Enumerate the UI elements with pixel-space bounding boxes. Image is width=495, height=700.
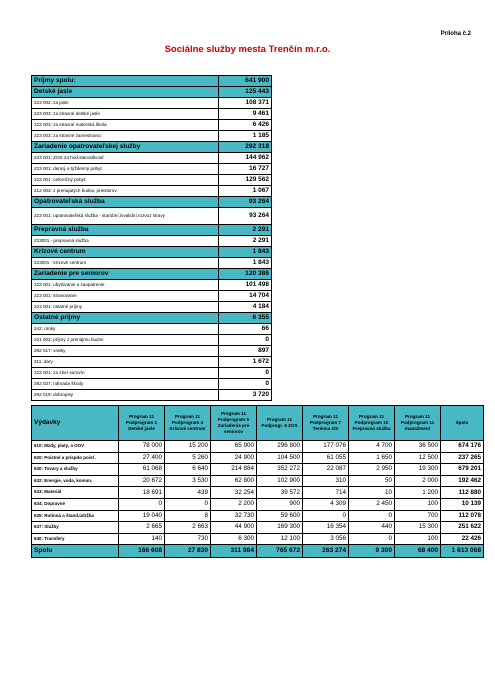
table-cell: 1 650 (349, 452, 395, 464)
total-cell: 166 608 (119, 545, 165, 558)
table-cell: 2 665 (119, 522, 165, 534)
income-section-row (32, 142, 272, 153)
income-item-row (32, 186, 272, 197)
table-cell: 0 (349, 533, 395, 545)
table-cell: 0 (349, 510, 395, 522)
income-value: 1 843 (219, 258, 272, 269)
table-cell: 15 300 (395, 522, 441, 534)
income-value: 93 264 (219, 197, 272, 208)
table-cell: 1 200 (395, 487, 441, 499)
table-cell: 296 800 (257, 441, 303, 453)
income-label: Opatrovateľská služba (32, 197, 219, 208)
income-value: 0 (219, 379, 272, 390)
row-label: 630: Tovary a služby (32, 464, 119, 476)
table-cell: 12 500 (395, 452, 441, 464)
income-value: 4 184 (219, 302, 272, 313)
table-cell: 18 691 (119, 487, 165, 499)
row-label: 632: Energie, voda, komun. (32, 475, 119, 487)
income-label: 223 001: ostatné príjmy (32, 302, 219, 313)
table-cell: 50 (349, 475, 395, 487)
income-value: 129 562 (219, 175, 272, 186)
income-value: 14 704 (219, 291, 272, 302)
column-header: Program 11 Podprogram 10 Prepravná služba (349, 406, 395, 441)
annex-label: Príloha č.2 (440, 31, 471, 37)
income-section-row (32, 269, 272, 280)
table-cell: 251 622 (441, 522, 484, 534)
table-cell: 10 (349, 487, 395, 499)
row-label: 635: Rutinná a štand.údržba (32, 510, 119, 522)
income-item-row (32, 258, 272, 269)
income-value: 2 291 (219, 225, 272, 236)
table-cell: 140 (119, 533, 165, 545)
table-cell: 3 530 (165, 475, 211, 487)
column-header: Program 11 Podprogram 1 Detské jasle (119, 406, 165, 441)
total-cell: 765 672 (257, 545, 303, 558)
total-cell: 1 613 068 (441, 545, 484, 558)
expenditure-table (31, 405, 484, 558)
table-cell: 27 400 (119, 452, 165, 464)
table-cell: 237 265 (441, 452, 484, 464)
table-row (32, 464, 484, 476)
income-value: 1 843 (219, 247, 272, 258)
table-cell: 10 139 (441, 498, 484, 510)
total-cell: 9 300 (349, 545, 395, 558)
table-cell: 192 462 (441, 475, 484, 487)
table-cell: 62 800 (211, 475, 257, 487)
table-cell: 730 (165, 533, 211, 545)
table-cell: 2 450 (349, 498, 395, 510)
income-value: 6 426 (219, 120, 272, 131)
income-item-row (32, 368, 272, 379)
table-cell: 5 260 (165, 452, 211, 464)
income-value: 2 291 (219, 236, 272, 247)
row-label: 633: Materiál (32, 487, 119, 499)
income-label: Zariadenie pre seniorov (32, 269, 219, 280)
table-cell: 440 (349, 522, 395, 534)
table-cell: 100 (395, 533, 441, 545)
income-item-row (32, 175, 272, 186)
income-value: 1 672 (219, 357, 272, 368)
income-label: 223001 - krízové centrum (32, 258, 219, 269)
income-item-row (32, 324, 272, 335)
table-cell: 15 200 (165, 441, 211, 453)
table-cell: 32 730 (211, 510, 257, 522)
income-value: 120 386 (219, 269, 272, 280)
table-cell: 78 000 (119, 441, 165, 453)
income-item-row (32, 164, 272, 175)
table-cell: 700 (395, 510, 441, 522)
total-label: Spolu (32, 545, 119, 558)
income-item-row (32, 98, 272, 109)
income-label: 242: úroky (32, 324, 219, 335)
income-section-row (32, 247, 272, 258)
table-cell: 65 900 (211, 441, 257, 453)
column-header: Výdavky (32, 406, 119, 441)
income-item-row (32, 335, 272, 346)
total-cell: 68 400 (395, 545, 441, 558)
income-value: 897 (219, 346, 272, 357)
income-label: 221 003: príjmy z prenájmu budov (32, 335, 219, 346)
table-cell: 32 254 (211, 487, 257, 499)
income-label: 223 002: za jasle (32, 98, 219, 109)
income-label: Krízové centrum (32, 247, 219, 258)
income-item-row (32, 120, 272, 131)
income-label: 223 003: za stravné zamestnanci (32, 131, 219, 142)
income-label: 212 003: z prenajatých budov, priestorov (32, 186, 219, 197)
table-cell: 19 300 (395, 464, 441, 476)
table-cell: 4 309 (303, 498, 349, 510)
table-row (32, 475, 484, 487)
table-row (32, 487, 484, 499)
income-label: 223 001: opatrovateľská služba - starobní,invalidní,rozvoz stravy (32, 208, 219, 225)
income-value: 1 185 (219, 131, 272, 142)
table-cell: 674 176 (441, 441, 484, 453)
row-label: 637: Služby (32, 522, 119, 534)
income-value: 0 (219, 368, 272, 379)
table-cell: 0 (303, 510, 349, 522)
table-row (32, 510, 484, 522)
income-label: 223001 - prepravná služba (32, 236, 219, 247)
table-cell: 12 100 (257, 533, 303, 545)
income-item-row (32, 302, 272, 313)
income-label: 223 001: ubytovanie a zaopatrenie (32, 280, 219, 291)
income-item-row (32, 390, 272, 401)
table-cell: 8 (165, 510, 211, 522)
total-row (32, 545, 484, 558)
column-header: Program 11 Podprogram 4 Krízové centrum (165, 406, 211, 441)
income-label: Ostatné príjmy (32, 313, 219, 324)
income-label: 223 003: za stravné materská škola (32, 120, 219, 131)
income-item-row (32, 379, 272, 390)
income-value: 3 720 (219, 390, 272, 401)
table-cell: 177 076 (303, 441, 349, 453)
table-cell: 2 200 (211, 498, 257, 510)
income-label: Príjmy spolu: (32, 76, 219, 87)
income-value: 16 727 (219, 164, 272, 175)
table-cell: 214 884 (211, 464, 257, 476)
income-label: 292 027: náhrada škody (32, 379, 219, 390)
table-cell: 19 040 (119, 510, 165, 522)
row-label: 620: Poistné a príspdo poisť. (32, 452, 119, 464)
table-cell: 20 672 (119, 475, 165, 487)
income-item-row (32, 357, 272, 368)
income-value: 9 461 (219, 109, 272, 120)
table-cell: 22 087 (303, 464, 349, 476)
income-label: Prepravná služba (32, 225, 219, 236)
table-cell: 102 900 (257, 475, 303, 487)
income-value: 93 264 (219, 208, 272, 225)
total-cell: 311 984 (211, 545, 257, 558)
table-cell: 310 (303, 475, 349, 487)
table-row (32, 452, 484, 464)
income-value: 0 (219, 335, 272, 346)
income-label: 292 019: dobropisy (32, 390, 219, 401)
income-value: 641 900 (219, 76, 272, 87)
row-label: 640: Transfery (32, 533, 119, 545)
table-cell: 4 700 (349, 441, 395, 453)
income-value: 108 371 (219, 98, 272, 109)
column-header: Program 11 Podprogram 7 Terénna OS (303, 406, 349, 441)
income-section-row (32, 197, 272, 208)
table-cell: 714 (303, 487, 349, 499)
table-cell: 679 201 (441, 464, 484, 476)
page-title: Sociálne služby mesta Trenčín m.r.o. (164, 44, 331, 55)
table-cell: 439 (165, 487, 211, 499)
row-label: 610: Mzdy, platy, a OOV (32, 441, 119, 453)
table-cell: 44 900 (211, 522, 257, 534)
total-cell: 27 830 (165, 545, 211, 558)
table-cell: 100 (395, 498, 441, 510)
income-table (31, 75, 272, 401)
income-label: 311: dary (32, 357, 219, 368)
income-label: Detské jasle (32, 87, 219, 98)
table-cell: 900 (257, 498, 303, 510)
table-cell: 352 272 (257, 464, 303, 476)
income-label: 223 001: za zber surovín (32, 368, 219, 379)
table-cell: 36 500 (395, 441, 441, 453)
income-label: 292 017: vratky (32, 346, 219, 357)
column-header: Program 11 Podprogr. 6 ZOS (257, 406, 303, 441)
table-cell: 61 068 (119, 464, 165, 476)
income-item-row (32, 153, 272, 164)
table-cell: 0 (119, 498, 165, 510)
table-cell: 22 426 (441, 533, 484, 545)
income-section-row (32, 225, 272, 236)
income-value: 292 318 (219, 142, 272, 153)
table-row (32, 498, 484, 510)
column-header: Program 11 Podprogram 5 Zariadenie pre seniorov (211, 406, 257, 441)
income-section-row (32, 313, 272, 324)
income-item-row (32, 291, 272, 302)
income-item-row (32, 131, 272, 142)
income-item-row (32, 280, 272, 291)
table-cell: 3 056 (303, 533, 349, 545)
table-cell: 169 300 (257, 522, 303, 534)
table-cell: 112 880 (441, 487, 484, 499)
table-cell: 6 640 (165, 464, 211, 476)
income-item-row (32, 109, 272, 120)
table-cell: 2 950 (349, 464, 395, 476)
income-value: 66 (219, 324, 272, 335)
income-label: 223 001: celoročný pobyt (32, 175, 219, 186)
income-label: 223 001: stravovanie (32, 291, 219, 302)
table-cell: 6 300 (211, 533, 257, 545)
income-label: 223 001: denný a týždenný pobyt (32, 164, 219, 175)
income-item-row (32, 208, 272, 225)
income-value: 1 067 (219, 186, 272, 197)
table-cell: 2 663 (165, 522, 211, 534)
table-cell: 61 055 (303, 452, 349, 464)
table-cell: 2 000 (395, 475, 441, 487)
income-item-row (32, 236, 272, 247)
income-label: Zariadenie opatrovateľskej služby (32, 142, 219, 153)
total-cell: 263 274 (303, 545, 349, 558)
column-header: Program 11 Podprogram 11 manažment (395, 406, 441, 441)
table-row (32, 533, 484, 545)
table-cell: 24 900 (211, 452, 257, 464)
income-item-row (32, 346, 272, 357)
table-row (32, 441, 484, 453)
income-value: 6 355 (219, 313, 272, 324)
income-section-row (32, 76, 272, 87)
table-cell: 16 354 (303, 522, 349, 534)
row-label: 634: Dopravné (32, 498, 119, 510)
table-cell: 104 500 (257, 452, 303, 464)
table-cell: 39 572 (257, 487, 303, 499)
income-value: 144 962 (219, 153, 272, 164)
table-cell: 0 (165, 498, 211, 510)
income-value: 125 443 (219, 87, 272, 98)
column-header: Spolu (441, 406, 484, 441)
income-value: 101 498 (219, 280, 272, 291)
income-label: 223 001: ZOS 24 hod.starostlivosť (32, 153, 219, 164)
table-cell: 59 600 (257, 510, 303, 522)
table-row (32, 522, 484, 534)
income-section-row (32, 87, 272, 98)
table-cell: 112 078 (441, 510, 484, 522)
income-label: 223 003: za stravné detské jasle (32, 109, 219, 120)
